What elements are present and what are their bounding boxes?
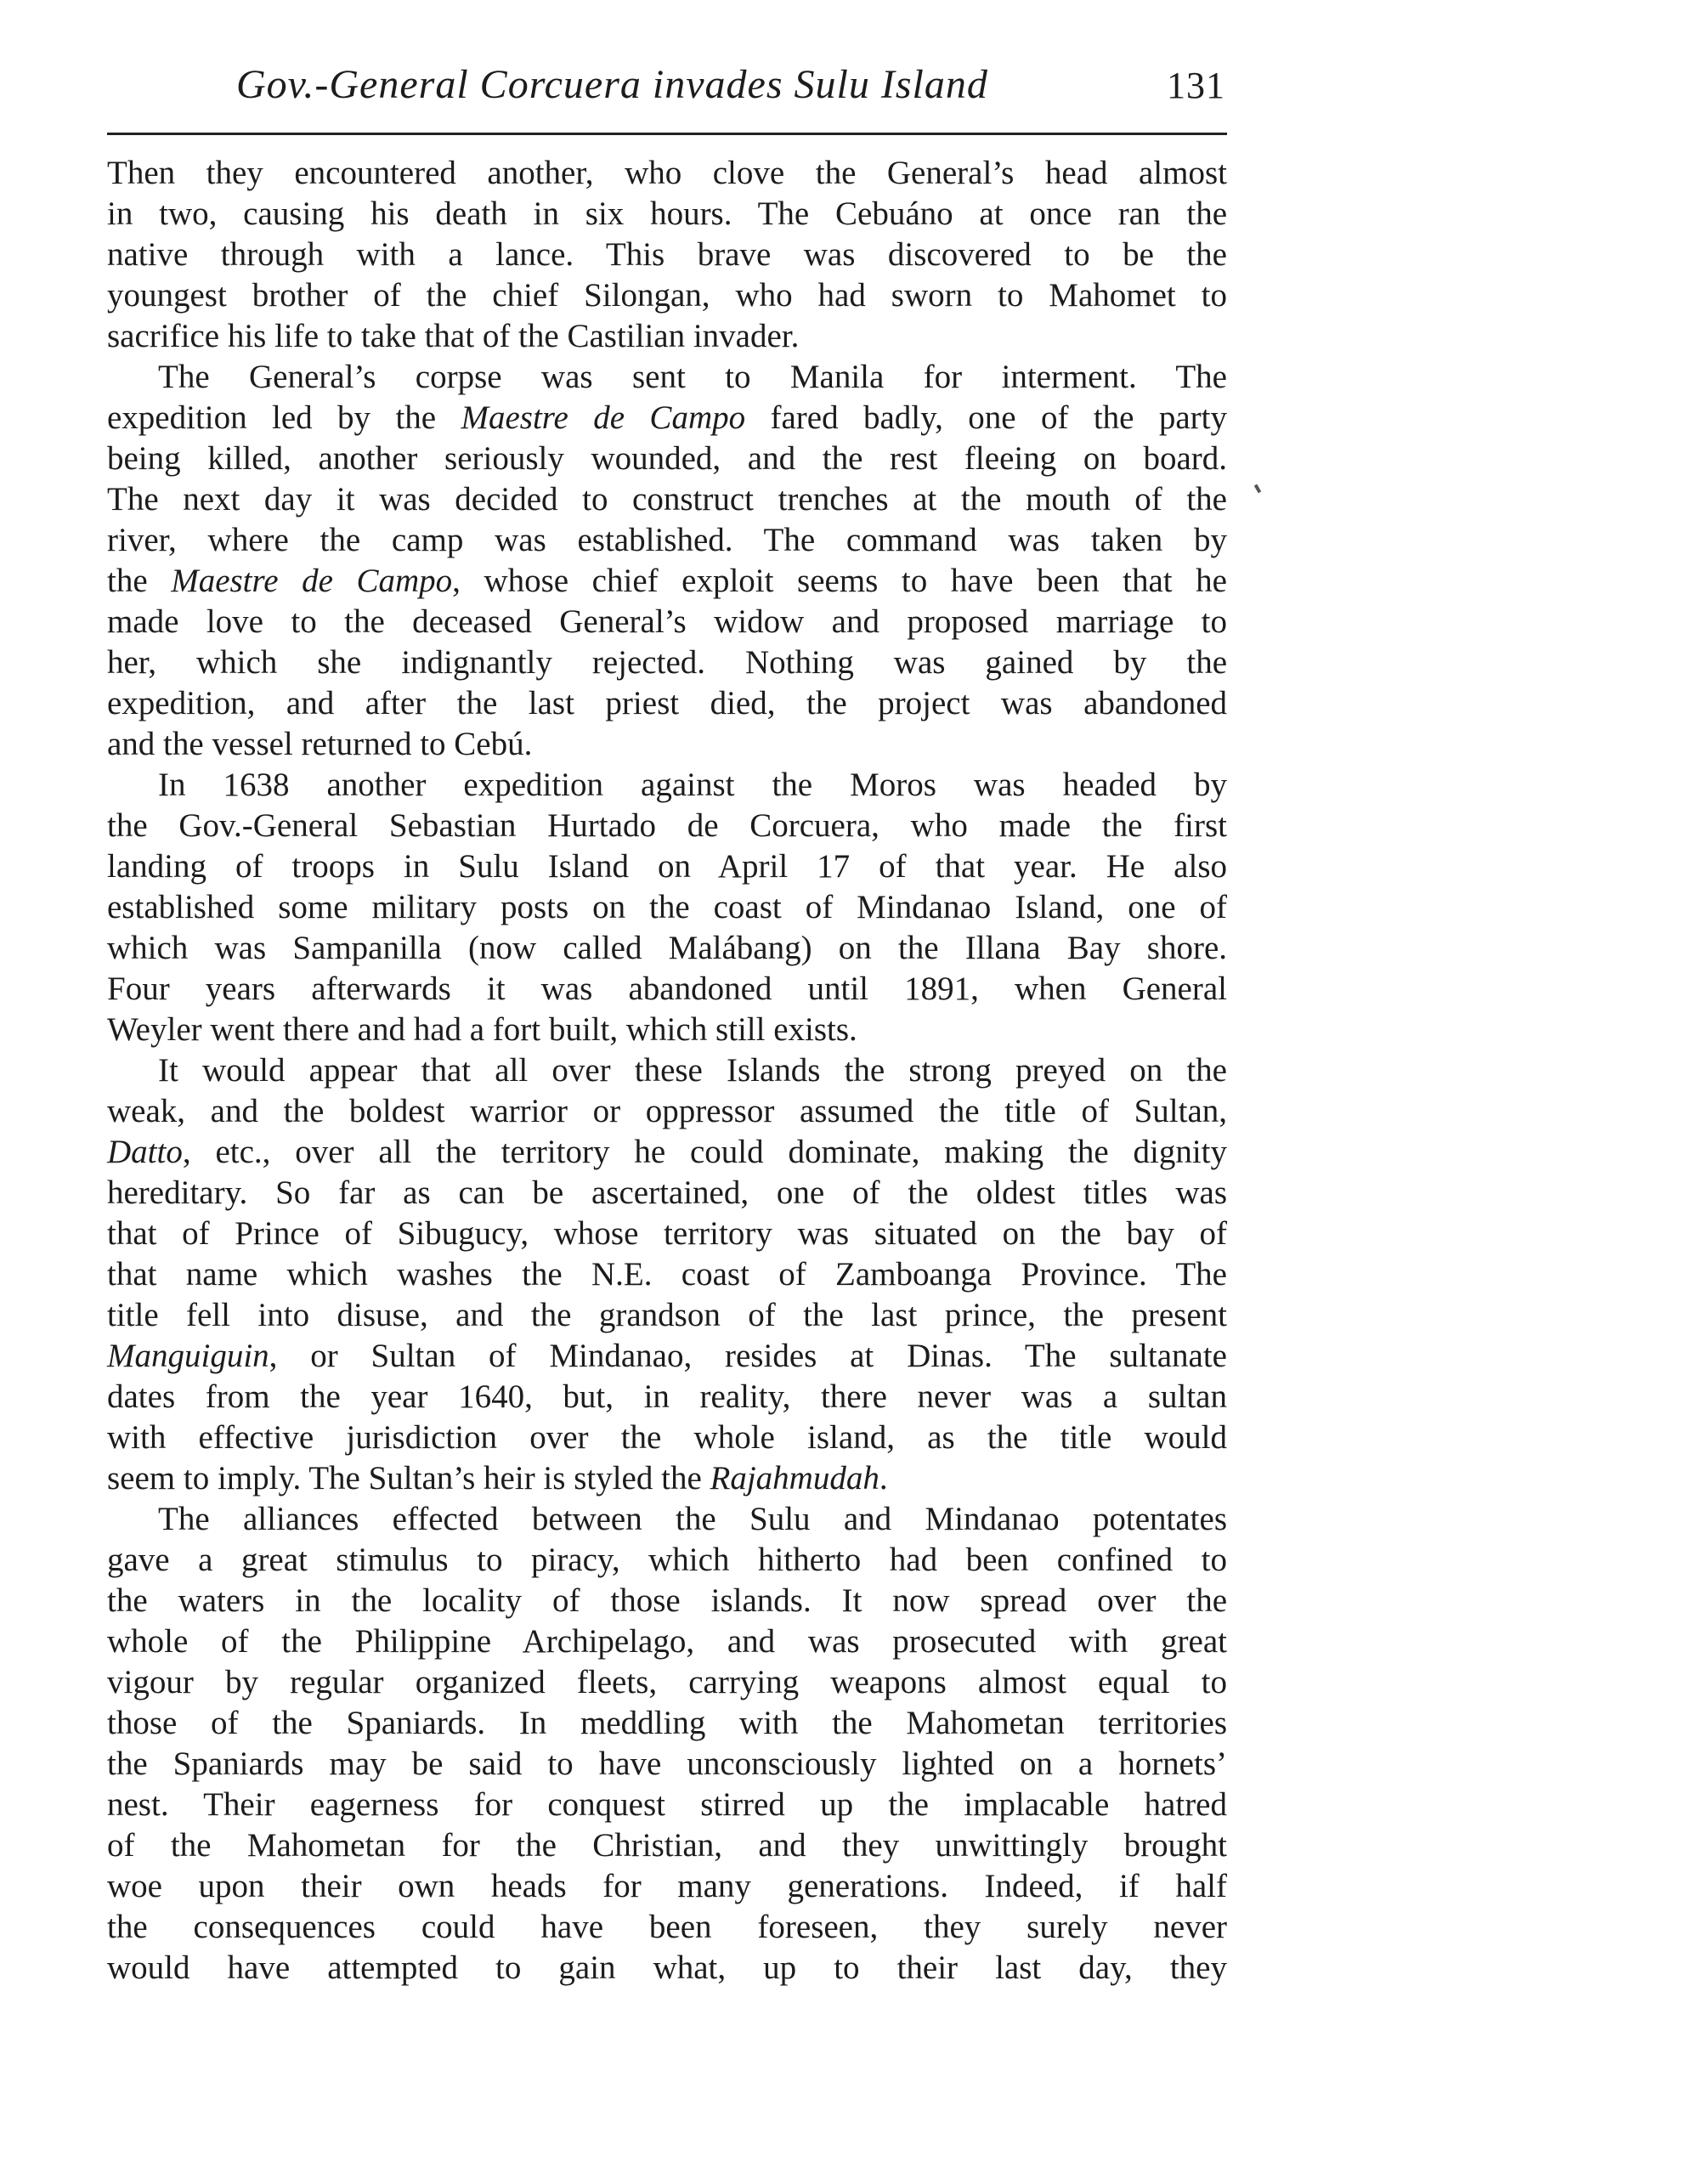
text-line: vigour by regular organized fleets, carrying weapons almost equal to <box>107 1664 1227 1700</box>
text-line: Four years afterwards it was abandoned until 1891, when General <box>107 970 1227 1007</box>
text-line: would have attempted to gain what, up to their last day, they <box>107 1949 1227 1986</box>
text-line: expedition led by the Maestre de Campo fared badly, one of the party <box>107 399 1227 436</box>
header-rule <box>107 133 1227 135</box>
text-line: title fell into disuse, and the grandson of the last prince, the present <box>107 1297 1227 1333</box>
text-line: dates from the year 1640, but, in reality, there never was a sultan <box>107 1378 1227 1415</box>
text-line: The alliances effected between the Sulu and Mindanao potentates <box>158 1501 1227 1537</box>
text-line: youngest brother of the chief Silongan, who had sworn to Mahomet to <box>107 277 1227 314</box>
text-line: Manguiguin, or Sultan of Mindanao, resides at Dinas. The sultanate <box>107 1338 1227 1374</box>
text-line: Weyler went there and had a fort built, which still exists. <box>107 1011 857 1048</box>
text-line: in two, causing his death in six hours. The Cebuáno at once ran the <box>107 195 1227 232</box>
text-line: river, where the camp was established. The command was taken by <box>107 522 1227 558</box>
text-line: Datto, etc., over all the territory he could dominate, making the dignity <box>107 1134 1227 1170</box>
text-line: which was Sampanilla (now called Malábang) on the Illana Bay shore. <box>107 930 1227 966</box>
text-line: nest. Their eagerness for conquest stirred up the implacable hatred <box>107 1786 1227 1823</box>
text-line: that name which washes the N.E. coast of Zamboanga Province. The <box>107 1256 1227 1293</box>
text-line: established some military posts on the coast of Mindanao Island, one of <box>107 889 1227 925</box>
text-line: her, which she indignantly rejected. Nothing was gained by the <box>107 644 1227 681</box>
text-line: It would appear that all over these Islands the strong preyed on the <box>158 1052 1227 1089</box>
text-line: landing of troops in Sulu Island on April 17 of that year. He also <box>107 848 1227 885</box>
text-line: The General’s corpse was sent to Manila for interment. The <box>158 359 1227 395</box>
text-line: that of Prince of Sibugucy, whose territory was situated on the bay of <box>107 1215 1227 1252</box>
text-line: of the Mahometan for the Christian, and they unwittingly brought <box>107 1827 1227 1864</box>
text-line: weak, and the boldest warrior or oppressor assumed the title of Sultan, <box>107 1093 1227 1129</box>
text-line: native through with a lance. This brave was discovered to be the <box>107 236 1227 273</box>
text-line: seem to imply. The Sultan’s heir is styled the Rajahmudah. <box>107 1460 888 1497</box>
text-line: In 1638 another expedition against the Moros was headed by <box>158 767 1227 803</box>
body-text <box>107 153 1227 1989</box>
text-line: the waters in the locality of those islands. It now spread over the <box>107 1582 1227 1619</box>
text-line: the Maestre de Campo, whose chief exploit seems to have been that he <box>107 563 1227 599</box>
text-line: expedition, and after the last priest died, the project was abandoned <box>107 685 1227 721</box>
text-line: and the vessel returned to Cebú. <box>107 726 533 762</box>
running-title: Gov.-General Corcuera invades Sulu Island <box>236 62 988 107</box>
page-number: 131 <box>1167 65 1225 106</box>
text-line: the Spaniards may be said to have unconsciously lighted on a hornets’ <box>107 1746 1227 1782</box>
text-line: the Gov.-General Sebastian Hurtado de Corcuera, who made the first <box>107 807 1227 844</box>
text-line: The next day it was decided to construct trenches at the mouth of the <box>107 481 1227 518</box>
text-line: sacrifice his life to take that of the Castilian invader. <box>107 318 800 354</box>
text-line: those of the Spaniards. In meddling with the Mahometan territories <box>107 1705 1227 1741</box>
page-header <box>110 61 1225 121</box>
text-line: whole of the Philippine Archipelago, and was prosecuted with great <box>107 1623 1227 1660</box>
text-line: hereditary. So far as can be ascertained, one of the oldest titles was <box>107 1174 1227 1211</box>
text-line: made love to the deceased General’s widow and proposed marriage to <box>107 603 1227 640</box>
text-line: gave a great stimulus to piracy, which hitherto had been confined to <box>107 1542 1227 1578</box>
text-line: the consequences could have been foreseen, they surely never <box>107 1909 1227 1945</box>
margin-mark <box>1254 484 1261 494</box>
text-line: Then they encountered another, who clove the General’s head almost <box>107 155 1227 191</box>
text-line: being killed, another seriously wounded, and the rest fleeing on board. <box>107 440 1227 477</box>
text-line: with effective jurisdiction over the whole island, as the title would <box>107 1419 1227 1456</box>
text-line: woe upon their own heads for many generations. Indeed, if half <box>107 1868 1227 1904</box>
